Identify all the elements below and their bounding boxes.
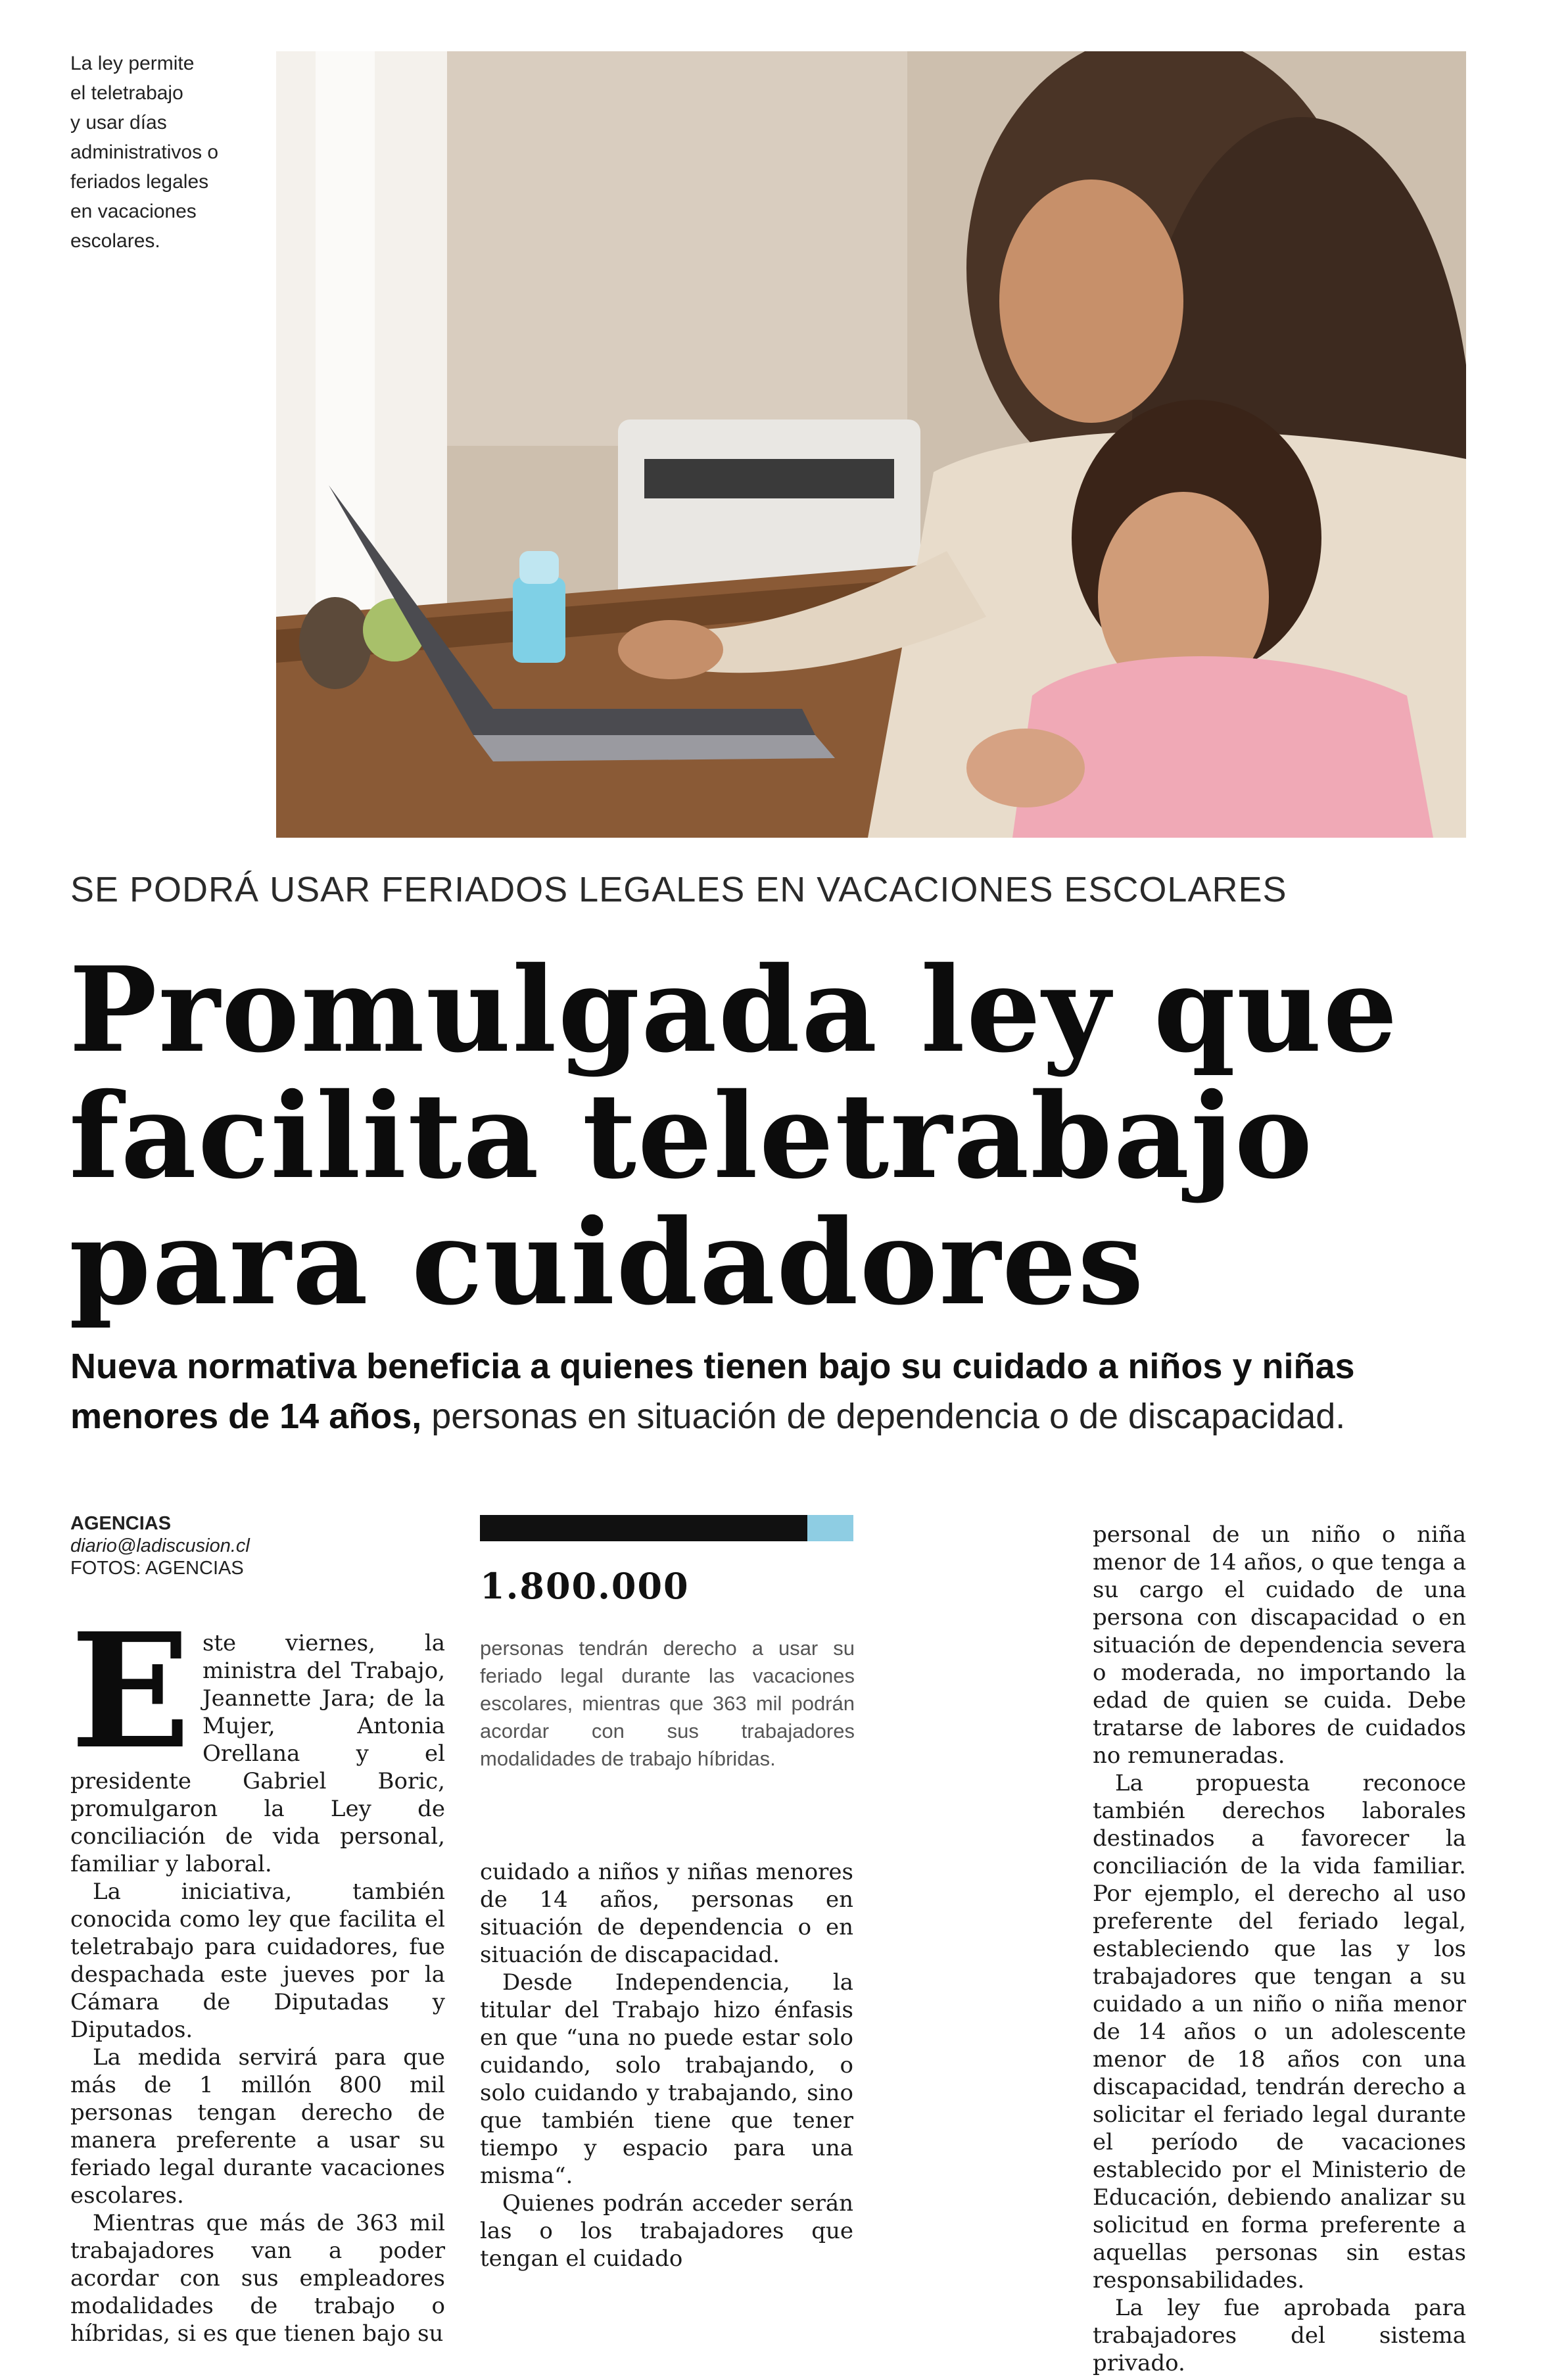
deck-regular: personas en situación de dependencia o de discapacidad. <box>421 1397 1346 1436</box>
article-deck <box>70 1341 1484 1441</box>
article-kicker: SE PODRÁ USAR FERIADOS LEGALES EN VACACIONES ESCOLARES <box>70 870 1287 909</box>
article-headline <box>69 941 1483 1331</box>
body-paragraph: Quienes podrán acceder serán las o los trabajadores que tengan el cuidado <box>480 2190 853 2272</box>
article-photo <box>276 51 1466 838</box>
byline-agency: AGENCIAS <box>70 1513 172 1534</box>
body-paragraph: Mientras que más de 363 mil trabajadores van a poder acordar con sus empleadores modalidades de trabajo o híbridas, si es que tienen bajo su <box>70 2210 445 2347</box>
photo-caption: La ley permite el teletrabajo y usar días administrativos o feriados legales en vacaciones escolares. <box>70 53 219 252</box>
body-paragraph: La propuesta reconoce también derechos laborales destinados a favorecer la conciliación de la vida familiar. Por ejemplo, el derecho al uso preferente del feriado legal, estableciendo que las y los trabajadores que tengan a su cuidado a un niño o niña menor de 14 años o un adolescente menor de 18 años con una discapacidad, tendrán derecho a solicitar el feriado legal durante el período de vacaciones establecido por el Ministerio de Educación, debiendo analizar su solicitud en forma preferente a aquellas personas sin estas responsabilidades. <box>1093 1770 1466 2293</box>
headline-line: para cuidadores <box>69 1193 1145 1331</box>
body-paragraph: La iniciativa, también conocida como ley que facilita el teletrabajo para cuidadores, fue despachada este jueves por la Cámara de Diputadas y Diputados. <box>70 1879 445 2043</box>
body-column-2 <box>480 1858 853 2272</box>
body-column-3 <box>1093 1521 1466 2377</box>
body-paragraph: cuidado a niños y niñas menores de 14 años, personas en situación de dependencia o en situación de discapacidad. <box>480 1859 853 1968</box>
stat-bar <box>480 1515 807 1541</box>
drop-cap: E <box>70 1598 191 1784</box>
body-paragraph: Desde Independencia, la titular del Trabajo hizo énfasis en que “una no puede estar solo cuidando, solo trabajando, o solo cuidando y trabajando, sino que también tiene que tener tiempo y espacio para una misma“. <box>480 1969 853 2189</box>
byline-email: diario@ladiscusion.cl <box>70 1535 250 1556</box>
headline-line: facilita teletrabajo <box>69 1067 1314 1205</box>
stat-bar-accent <box>807 1515 853 1541</box>
stat-number: 1.800.000 <box>480 1565 690 1607</box>
body-paragraph <box>70 1598 445 1878</box>
deck-bold: Nueva normativa beneficia a quienes tienen bajo su cuidado a niños y niñas menores de 14 años, <box>70 1347 1355 1436</box>
byline <box>70 1512 465 1579</box>
body-paragraph: personal de un niño o niña menor de 14 años, o que tenga a su cargo el cuidado de una persona con discapacidad o en situación de dependencia severa o moderada, no importando la edad de quien se cuida. Debe tratarse de labores de cuidados no remuneradas. <box>1093 1522 1466 1769</box>
stat-text: personas tendrán derecho a usar su feriado legal durante las vacaciones escolares, mientras que 363 mil podrán acordar con sus trabajadores modalidades de trabajo híbridas. <box>480 1637 855 1770</box>
headline-line: Promulgada ley que <box>69 941 1399 1078</box>
body-column-1 <box>70 1598 445 2347</box>
body-paragraph: La medida servirá para que más de 1 millón 800 mil personas tengan derecho de manera preferente a usar su feriado legal durante vacaciones escolares. <box>70 2044 445 2209</box>
byline-photos: FOTOS: AGENCIAS <box>70 1558 244 1579</box>
body-paragraph: La ley fue aprobada para trabajadores del sistema privado. <box>1093 2295 1466 2376</box>
paragraph-text: ste viernes, la ministra del Trabajo, Jeannette Jara; de la Mujer, Antonia Orellana y el presidente Gabriel Boric, promulgaron la Ley de conciliación de vida personal, familiar y laboral. <box>70 1630 445 1877</box>
